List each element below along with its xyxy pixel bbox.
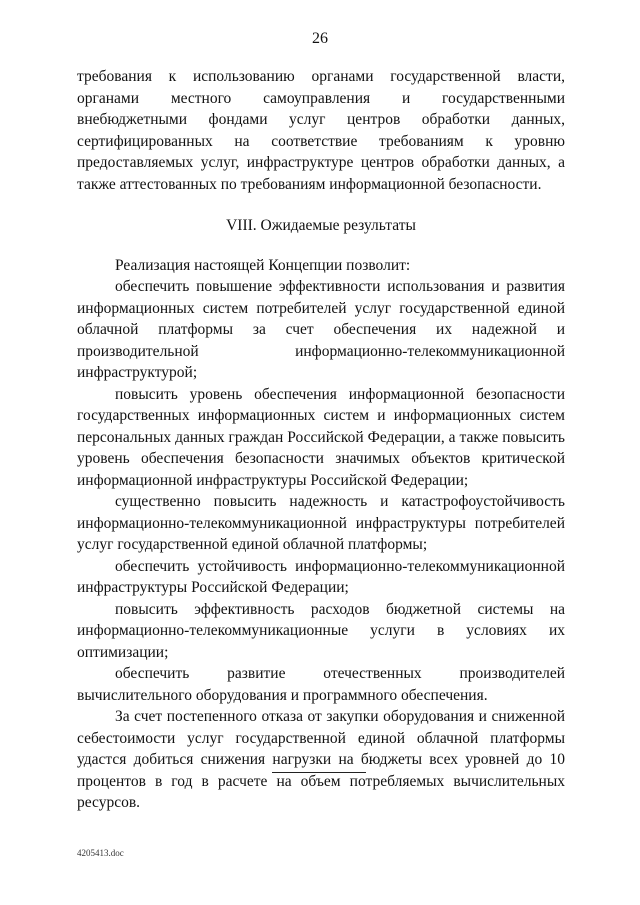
end-separator-line [272,772,366,773]
lead-paragraph: Реализация настоящей Концепции позволит: [115,256,411,274]
footer-document-code: 4205413.doc [77,848,124,858]
section-heading: VIII. Ожидаемые результаты [226,217,416,234]
document-body [77,66,565,814]
result-item-5: повысить эффективность расходов бюджетной системы на информационно-телекоммуникационные услуги в условиях их оптимизации; [77,600,565,661]
closing-paragraph: За счет постепенного отказа от закупки оборудования и сниженной себестоимости услуг государственной единой облачной платформы удастся добиться снижения нагрузки на бюджеты всех уровней до 10 процентов в год в расчете на объем потребляемых вычислительных ресурсов. [77,708,565,811]
result-item-3: существенно повысить надежность и катастрофоустойчивость информационно-телекоммуникационной инфраструктуры потребителей услуг государственной единой облачной платформы; [77,493,565,553]
result-item-4: обеспечить устойчивость информационно-телекоммуникационной инфраструктуры Российской Федерации; [77,557,565,596]
result-item-1: обеспечить повышение эффективности использования и развития информационных систем потребителей услуг государственной единой облачной платформы за счет обеспечения их надежной и производительной информационно-телекоммуникационной инфраструктурой; [77,278,565,381]
result-item-6: обеспечить развитие отечественных производителей вычислительного оборудования и программного обеспечения. [77,665,565,704]
result-item-2: повысить уровень обеспечения информационной безопасности государственных информационных систем и информационных систем персональных данных граждан Российской Федерации, а также повысить уровень обеспечения безопасности значимых объектов критической информационной инфраструктуры Российской Федерации; [77,385,565,489]
page-number: 26 [312,30,328,47]
intro-paragraph: требования к использованию органами государственной власти, органами местного самоуправления и государственными внебюджетными фондами услуг центров обработки данных, сертифицированных на соответствие требованиям к уровню предоставляемых услуг, инфраструктуре центров обработки данных, а также аттестованных по требованиям информационной безопасности. [77,68,565,193]
